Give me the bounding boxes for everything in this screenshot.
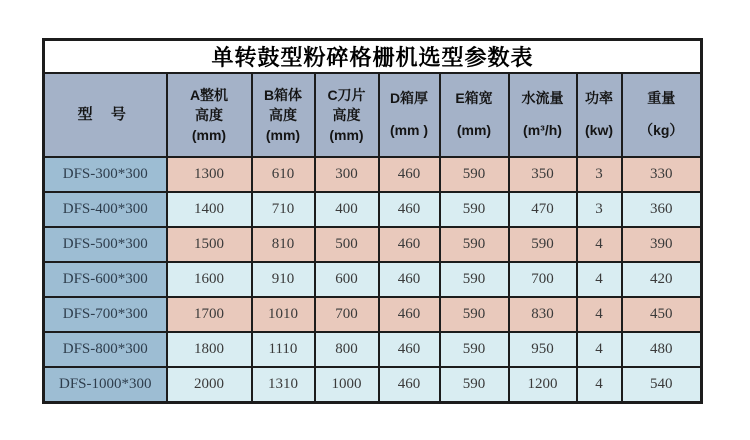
column-header-text: [578, 75, 621, 155]
table-title: 单转鼓型粉碎格栅机选型参数表: [44, 40, 702, 74]
value-cell-weight: 540: [622, 367, 702, 402]
table-row: [44, 367, 702, 402]
header-line: (m³/h): [523, 122, 562, 139]
value-cell-water-flow: 590: [509, 227, 577, 262]
header-line: 重量: [647, 90, 676, 107]
value-cell-weight: 330: [622, 157, 702, 192]
header-line: B箱体: [263, 86, 303, 103]
column-header-text: [45, 75, 166, 155]
value-cell-box-height: 1310: [252, 367, 315, 402]
column-header-box-width: [440, 73, 509, 157]
table-row: [44, 192, 702, 227]
value-cell-box-thickness: 460: [379, 227, 440, 262]
column-header-text: [253, 75, 314, 155]
header-line: (mm): [456, 122, 492, 139]
header-line: (mm ): [389, 122, 429, 139]
value-cell-blade-height: 800: [315, 332, 379, 367]
column-header-water-flow: [509, 73, 577, 157]
value-cell-box-thickness: 460: [379, 332, 440, 367]
value-cell-overall-height: 1800: [167, 332, 252, 367]
model-cell: DFS-600*300: [44, 262, 167, 297]
model-cell: DFS-300*300: [44, 157, 167, 192]
value-cell-water-flow: 700: [509, 262, 577, 297]
value-cell-box-height: 1110: [252, 332, 315, 367]
value-cell-blade-height: 300: [315, 157, 379, 192]
parameter-table: [42, 38, 703, 404]
value-cell-box-width: 590: [440, 262, 509, 297]
header-line: 水流量: [521, 90, 564, 107]
table-row: [44, 157, 702, 192]
header-line: E箱宽: [455, 90, 493, 107]
table-row: [44, 227, 702, 262]
value-cell-box-width: 590: [440, 297, 509, 332]
value-cell-box-height: 910: [252, 262, 315, 297]
value-cell-weight: 360: [622, 192, 702, 227]
value-cell-weight: 420: [622, 262, 702, 297]
model-cell: DFS-700*300: [44, 297, 167, 332]
header-line: 高度: [269, 106, 297, 123]
value-cell-power: 3: [577, 157, 622, 192]
value-cell-power: 3: [577, 192, 622, 227]
column-header-text: [623, 75, 701, 155]
header-line: (mm): [329, 127, 364, 144]
column-header-blade-height: [315, 73, 379, 157]
value-cell-box-height: 810: [252, 227, 315, 262]
table-row: [44, 297, 702, 332]
value-cell-box-width: 590: [440, 227, 509, 262]
header-line: (mm): [265, 127, 301, 144]
value-cell-blade-height: 1000: [315, 367, 379, 402]
value-cell-blade-height: 700: [315, 297, 379, 332]
model-cell: DFS-400*300: [44, 192, 167, 227]
value-cell-box-thickness: 460: [379, 297, 440, 332]
column-header-box-thickness: [379, 73, 440, 157]
header-line: C刀片: [327, 86, 366, 103]
value-cell-water-flow: 830: [509, 297, 577, 332]
column-header-power: [577, 73, 622, 157]
value-cell-blade-height: 600: [315, 262, 379, 297]
value-cell-blade-height: 400: [315, 192, 379, 227]
value-cell-box-thickness: 460: [379, 157, 440, 192]
title-row: [44, 40, 702, 74]
value-cell-power: 4: [577, 262, 622, 297]
value-cell-blade-height: 500: [315, 227, 379, 262]
header-line: (mm): [191, 127, 227, 144]
column-header-text: [316, 75, 378, 155]
header-line: 高度: [332, 106, 361, 123]
value-cell-water-flow: 1200: [509, 367, 577, 402]
value-cell-box-width: 590: [440, 192, 509, 227]
model-cell: DFS-1000*300: [44, 367, 167, 402]
value-cell-power: 4: [577, 332, 622, 367]
model-cell: DFS-800*300: [44, 332, 167, 367]
table-body: [44, 157, 702, 402]
value-cell-box-thickness: 460: [379, 367, 440, 402]
value-cell-overall-height: 1300: [167, 157, 252, 192]
value-cell-weight: 450: [622, 297, 702, 332]
value-cell-overall-height: 1500: [167, 227, 252, 262]
column-header-text: [510, 75, 576, 155]
column-header-overall-height: [167, 73, 252, 157]
value-cell-overall-height: 1700: [167, 297, 252, 332]
value-cell-box-width: 590: [440, 157, 509, 192]
value-cell-box-thickness: 460: [379, 262, 440, 297]
header-line: (kw): [585, 122, 613, 139]
value-cell-water-flow: 470: [509, 192, 577, 227]
value-cell-power: 4: [577, 227, 622, 262]
value-cell-overall-height: 1400: [167, 192, 252, 227]
table-row: [44, 332, 702, 367]
header-line: D箱厚: [389, 90, 429, 107]
header-line: 高度: [195, 106, 223, 123]
value-cell-weight: 480: [622, 332, 702, 367]
header-line: 功率: [585, 90, 613, 107]
model-cell: DFS-500*300: [44, 227, 167, 262]
value-cell-box-height: 710: [252, 192, 315, 227]
value-cell-water-flow: 350: [509, 157, 577, 192]
value-cell-overall-height: 1600: [167, 262, 252, 297]
value-cell-box-width: 590: [440, 332, 509, 367]
value-cell-box-width: 590: [440, 367, 509, 402]
header-line: （kg）: [639, 122, 684, 139]
value-cell-overall-height: 2000: [167, 367, 252, 402]
value-cell-box-height: 1010: [252, 297, 315, 332]
value-cell-power: 4: [577, 297, 622, 332]
value-cell-box-height: 610: [252, 157, 315, 192]
table-row: [44, 262, 702, 297]
header-line: 型 号: [77, 106, 133, 124]
header-row: [44, 73, 702, 157]
header-line: A整机: [189, 86, 229, 103]
column-header-text: [380, 75, 439, 155]
value-cell-box-thickness: 460: [379, 192, 440, 227]
column-header-text: [441, 75, 508, 155]
column-header-text: [168, 75, 251, 155]
value-cell-power: 4: [577, 367, 622, 402]
column-header-model: [44, 73, 167, 157]
column-header-weight: [622, 73, 702, 157]
column-header-box-height: [252, 73, 315, 157]
value-cell-water-flow: 950: [509, 332, 577, 367]
value-cell-weight: 390: [622, 227, 702, 262]
